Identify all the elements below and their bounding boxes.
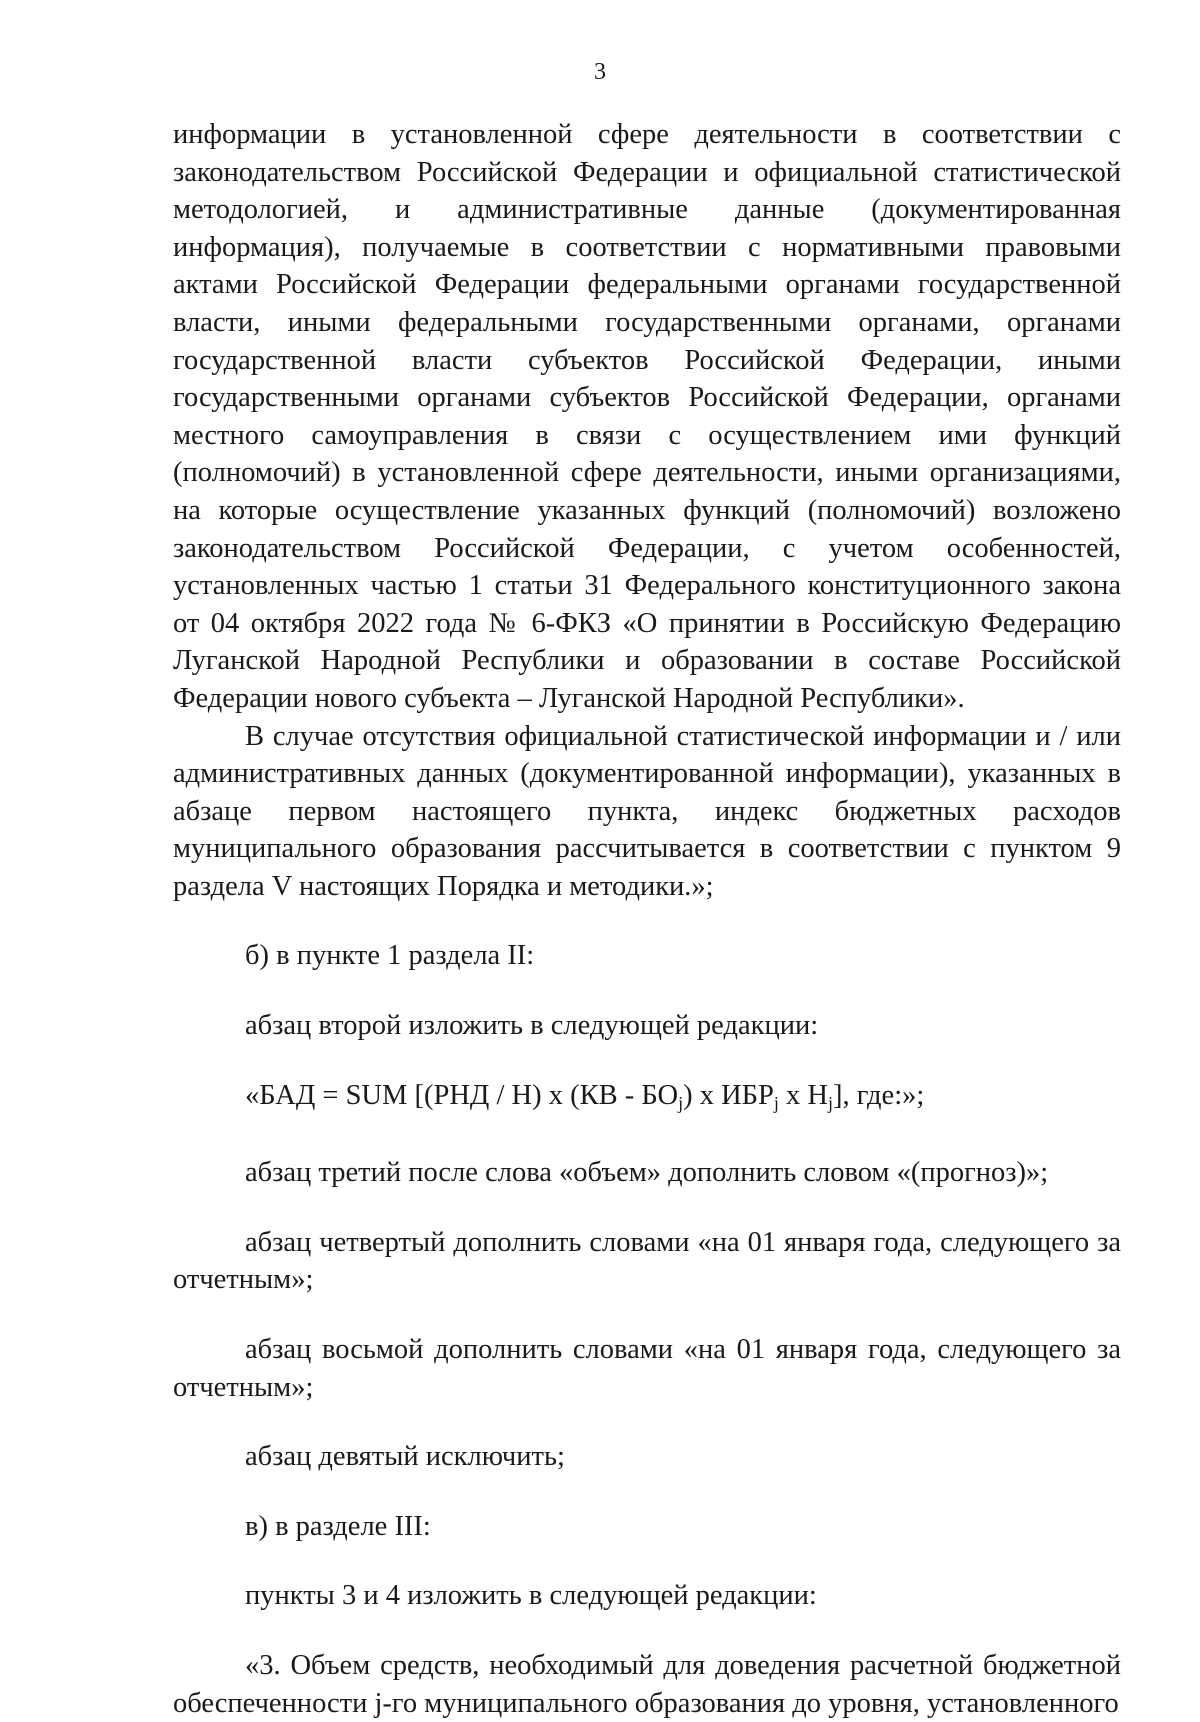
formula-part: «БАД = SUM [(РНД / Н) х (КВ - БО (245, 1079, 679, 1111)
paragraph-point-3: «3. Объем средств, необходимый для доведения расчетной бюджетной обеспеченности j-го муниципального образования до уровня, установленного (173, 1650, 1121, 1719)
paragraph-eighth-abzac: абзац восьмой дополнить словами «на 01 января года, следующего за отчетным»; (173, 1334, 1121, 1403)
paragraph-missing-data-case: В случае отсутствия официальной статистической информации и / или административных данных (документированной информации), указанных в абзаце первом настоящего пункта, индекс бюджетных расходов муниципального образования рассчитывается в соответствии с пунктом 9 раздела V настоящих Порядка и методики.»; (173, 720, 1121, 902)
paragraph-item-v: в) в разделе III: (245, 1510, 431, 1542)
formula-part: х Н (778, 1079, 829, 1111)
formula-subscript: j (828, 1092, 834, 1113)
paragraph-item-b: б) в пункте 1 раздела II: (245, 940, 535, 972)
page-number: 3 (594, 59, 606, 85)
formula-subscript: j (678, 1092, 684, 1113)
paragraph-fourth-abzac: абзац четвертый дополнить словами «на 01 января года, следующего за отчетным»; (173, 1226, 1121, 1296)
paragraph-second-abzac: абзац второй изложить в следующей редакции: (245, 1010, 819, 1042)
paragraph-continuation: информации в установленной сфере деятельности в соответствии с законодательством Российской Федерации и официальной статистической методологией, и административные данные (документированная информация), получаемые в соответствии с нормативными правовыми актами Российской Федерации федеральными органами государственной власти, иными федеральными государственными органами, органами государственной власти субъектов Российской Федерации, иными государственными органами субъектов Российской Федерации, органами местного самоуправления в связи с осуществлением ими функций (полномочий) в установленной сфере деятельности, иными организациями, на которые осуществление указанных функций (полномочий) возложено законодательством Российской Федерации, с учетом особенностей, установленных частью 1 статьи 31 Федерального конституционного закона от 04 октября 2022 года № 6-ФКЗ «О принятии в Российскую Федерацию Луганской Народной Республики и образовании в составе Российской Федерации нового субъекта – Луганской Народной Республики». (173, 119, 1121, 714)
paragraph-ninth-abzac: абзац девятый исключить; (245, 1441, 565, 1473)
formula-part: ], где:»; (833, 1079, 925, 1111)
document-body (173, 116, 1121, 1722)
formula-subscript: j (773, 1092, 779, 1113)
formula-bad (173, 1077, 1121, 1123)
paragraph-third-abzac: абзац третий после слова «объем» дополнить словом «(прогноз)»; (245, 1157, 1049, 1189)
formula-part: ) х ИБР (683, 1079, 774, 1111)
paragraph-items-3-4: пункты 3 и 4 изложить в следующей редакции: (245, 1580, 817, 1612)
